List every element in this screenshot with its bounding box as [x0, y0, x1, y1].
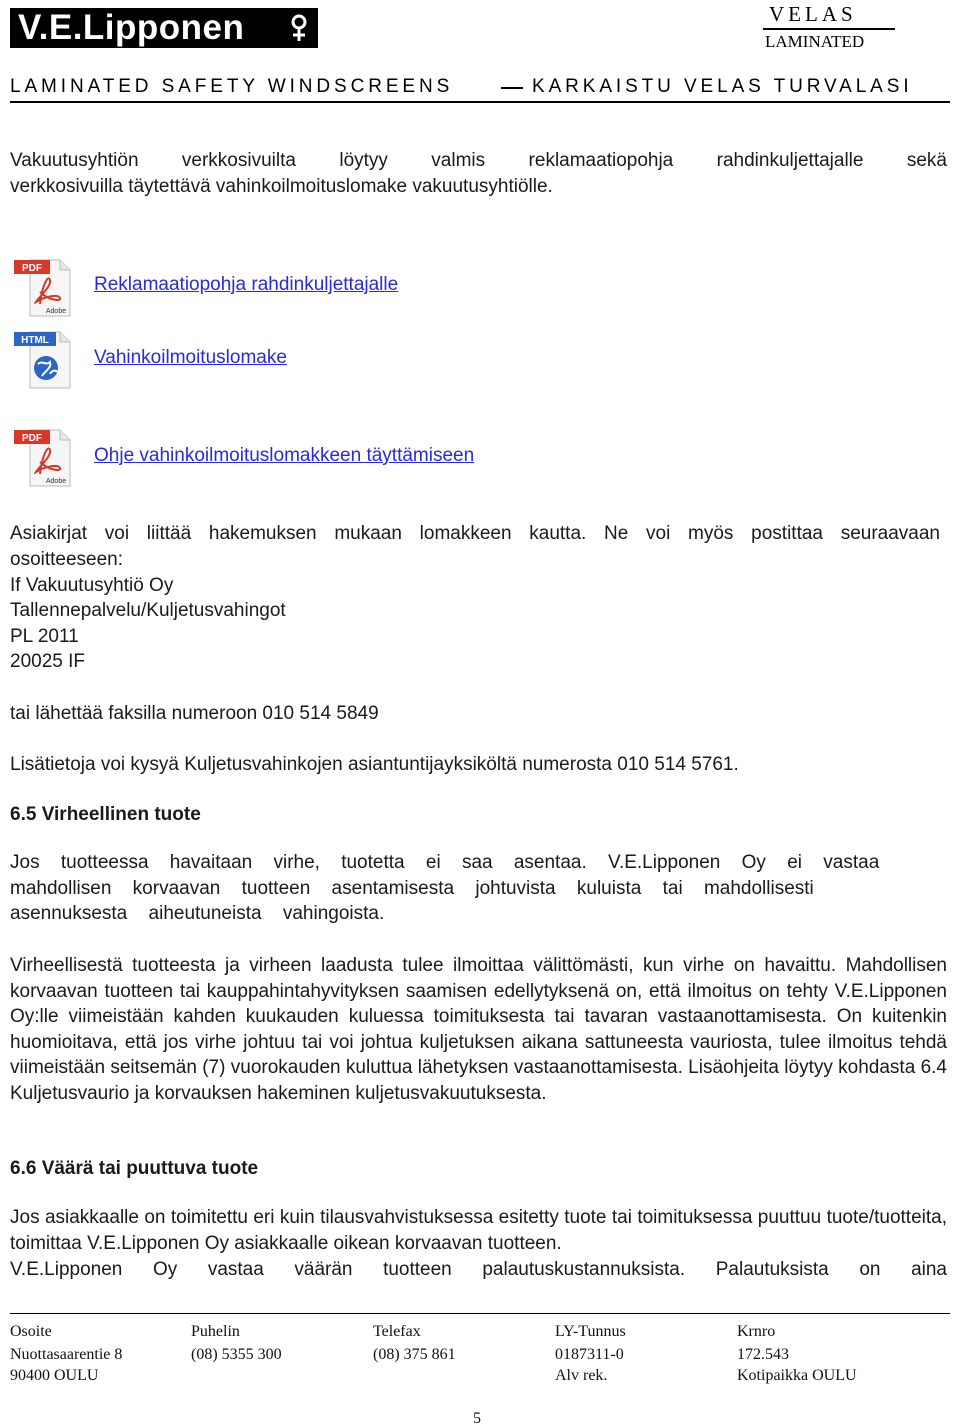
footer-domicile: Kotipaikka OULU: [737, 1367, 857, 1384]
footer-address-city: 90400 OULU: [10, 1367, 99, 1384]
header-divider: [10, 101, 950, 103]
footer-divider: [10, 1313, 950, 1314]
pdf-badge-text: PDF: [22, 433, 42, 444]
company-logo: [10, 8, 318, 48]
footer-fax: (08) 375 861: [373, 1346, 456, 1363]
svg-text:Adobe: Adobe: [45, 308, 67, 315]
address-department: Tallennepalvelu/Kuljetusvahingot: [10, 600, 286, 621]
footer-phone: (08) 5355 300: [191, 1346, 282, 1363]
footer-label-business-id: LY-Tunnus: [555, 1323, 626, 1340]
pdf-icon: [14, 256, 74, 318]
footer-address-street: Nuottasaarentie 8: [10, 1346, 123, 1363]
pdf-icon: [14, 426, 74, 488]
intro-line-2: verkkosivuilla täytettävä vahinkoilmoituslomake vakuutusyhtiölle.: [10, 176, 553, 197]
footer-trade-register: 172.543: [737, 1346, 789, 1363]
tagline-left: LAMINATED SAFETY WINDSCREENS: [10, 76, 454, 97]
html-icon: [14, 328, 74, 390]
footer-label-fax: Telefax: [373, 1323, 421, 1340]
section-6-5-para-2: Virheellisestä tuotteesta ja virheen laadusta tulee ilmoittaa välittömästi, kun virhe on havaittu. Mahdollisen korvaavan tuotteen tai kauppahintahyvityksen saamisen edellytyksenä on, että ilmoitus on tehty V.E.Lipponen Oy:lle viimeistään kahden kuukauden kuluessa toimituksesta tai tavaran vastaanottamisesta. On kuitenkin huomioitava, että jos virhe johtuu tai voi johtua kuljetuksen aikana sattuneesta vauriosta, tulee ilmoitus tehdä viimeistään seitsemän (7) vuorokauden kuluttua lähetyksen vastaanottamisesta. Lisäohjeita löytyy kohdasta 6.4 Kuljetusvaurio ja korvauksen hakeminen kuljetusvakuutuksesta.: [10, 955, 947, 1104]
address-po-box: PL 2011: [10, 626, 79, 647]
pdf-badge-text: PDF: [22, 263, 42, 274]
address-postcode: 20025 IF: [10, 651, 85, 672]
footer-label-address: Osoite: [10, 1323, 52, 1340]
html-badge-text: HTML: [21, 335, 49, 346]
velas-divider: [763, 28, 895, 30]
link-ohje-vahinkoilmoituslomakkeen[interactable]: Ohje vahinkoilmoituslomakkeen täyttämiseen: [94, 445, 475, 466]
logo-text: V.E.Lipponen: [18, 8, 245, 47]
velas-subtitle: LAMINATED: [765, 32, 865, 51]
section-heading-6-6: 6.6 Väärä tai puuttuva tuote: [10, 1158, 259, 1179]
link-vahinkoilmoituslomake[interactable]: Vahinkoilmoituslomake: [94, 347, 287, 368]
velas-brand: [763, 2, 895, 52]
tagline-dash: [501, 87, 523, 89]
footer-vat-registered: Alv rek.: [555, 1367, 608, 1384]
section-6-5-para-1: Jos tuotteessa havaitaan virhe, tuotetta ei saa asentaa. V.E.Lipponen Oy ei vastaa mahdollisen korvaavan tuotteen asentamisesta johtuvista kuluista tai mahdollisesti asennuksesta aiheutuneista vahingoista.: [10, 852, 880, 924]
section-6-6-para-1: Jos asiakkaalle on toimitettu eri kuin tilausvahvistuksessa esitetty tuote tai toimituksessa puuttuu tuote/tuotteita, toimittaa V.E.Lipponen Oy asiakkaalle oikean korvaavan tuotteen.: [10, 1207, 947, 1254]
intro-line-1: Vakuutusyhtiön verkkosivuilta löytyy valmis reklamaatiopohja rahdinkuljettajalle sekä: [10, 150, 947, 171]
logo-emblem-icon: [288, 14, 310, 42]
section-6-6-para-2: V.E.Lipponen Oy vastaa väärän tuotteen palautuskustannuksista. Palautuksista on aina: [10, 1259, 947, 1280]
page-number: 5: [473, 1410, 481, 1427]
velas-title: VELAS: [769, 2, 857, 26]
attachments-text: Asiakirjat voi liittää hakemuksen mukaan lomakkeen kautta. Ne voi myös postittaa seuraavaan: [10, 523, 940, 544]
tagline-right: KARKAISTU VELAS TURVALASI: [532, 76, 913, 97]
section-heading-6-5: 6.5 Virheellinen tuote: [10, 804, 201, 825]
info-text: Lisätietoja voi kysyä Kuljetusvahinkojen asiantuntijayksiköltä numerosta 010 514 5761.: [10, 754, 739, 775]
footer-label-trade-register: Krnro: [737, 1323, 776, 1340]
footer-label-phone: Puhelin: [191, 1323, 240, 1340]
address-company: If Vakuutusyhtiö Oy: [10, 575, 174, 596]
fax-text: tai lähettää faksilla numeroon 010 514 5849: [10, 703, 379, 724]
svg-text:Adobe: Adobe: [45, 478, 67, 485]
link-reklamaatiopohja[interactable]: Reklamaatiopohja rahdinkuljettajalle: [94, 274, 399, 295]
address-intro: osoitteeseen:: [10, 549, 124, 570]
footer-business-id: 0187311-0: [555, 1346, 624, 1363]
